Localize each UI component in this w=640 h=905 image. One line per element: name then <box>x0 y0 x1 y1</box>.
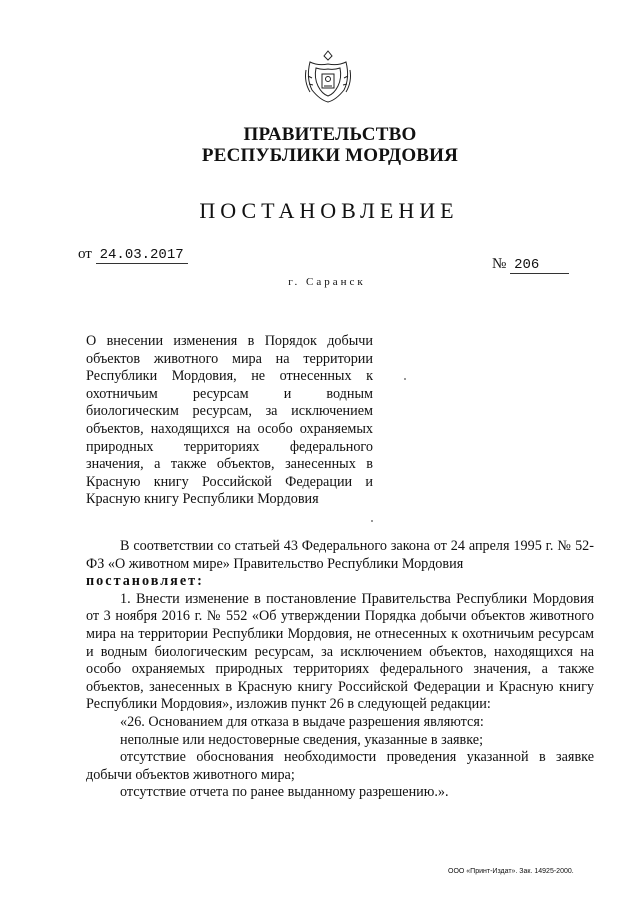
intro-text: В соответствии со статьей 43 Федерального закона от 24 апреля 1995 г. № 52-ФЗ «О животном мире» Правительство Республики Мордовия <box>86 538 594 572</box>
date-field <box>78 246 188 263</box>
item-1-paragraph: 1. Внести изменение в постановление Правительства Республики Мордовия от 3 ноября 2016 г. № 552 «Об утверждении Порядка добычи объектов животного мира на территории Республики Мордовия, не отнесенных к охотничьим ресурсам и водным биологическим ресурсам, за исключением объектов, находящихся на особо охраняемых природных территориях федерального значения, а также объектов, занесенных в Красную книгу Российской Федерации и Красную книгу Республики Мордовия», изложив пункт 26 в следующей редакции: <box>86 590 594 713</box>
document-subject: О внесении изменения в Порядок добычи объектов животного мира на территории Республики Мордовия, не отнесенных к охотничьим ресурсам и водным биологическим ресурсам, за исключением объектов, находящихся на особо охраняемых природных территориях федерального значения, а также объектов, занесенных в Красную книгу Российской Федерации и Красную книгу Республики Мордовия <box>86 333 373 508</box>
quote-line-2: неполные или недостоверные сведения, указанные в заявке; <box>120 731 484 748</box>
document-body <box>86 538 594 802</box>
number-field <box>492 256 569 273</box>
scan-speck <box>371 520 373 522</box>
date-label: от <box>78 246 92 262</box>
intro-paragraph <box>86 538 594 573</box>
scan-speck <box>404 378 406 380</box>
quote-line-1: «26. Основанием для отказа в выдаче разрешения являются: <box>120 713 484 730</box>
city: г. Саранск <box>288 276 366 288</box>
quote-line-4: отсутствие отчета по ранее выданному разрешению.». <box>120 784 449 801</box>
number-value: 206 <box>510 257 569 274</box>
org-title-line1: ПРАВИТЕЛЬСТВО <box>243 124 417 145</box>
org-title-line2: РЕСПУБЛИКИ МОРДОВИЯ <box>201 145 459 166</box>
quote-line-3: отсутствие обоснования необходимости проведения указанной в заявке добычи объектов животного мира; <box>86 749 594 783</box>
number-label: № <box>492 256 507 272</box>
date-value: 24.03.2017 <box>96 247 188 264</box>
printer-footer: ООО «Принт-Издат». Зак. 14925-2000. <box>448 868 574 875</box>
coat-of-arms-emblem <box>302 48 354 104</box>
document-type: ПОСТАНОВЛЕНИЕ <box>199 198 459 223</box>
resolves-word: постановляет: <box>86 573 204 590</box>
resolves-paragraph <box>86 573 594 591</box>
